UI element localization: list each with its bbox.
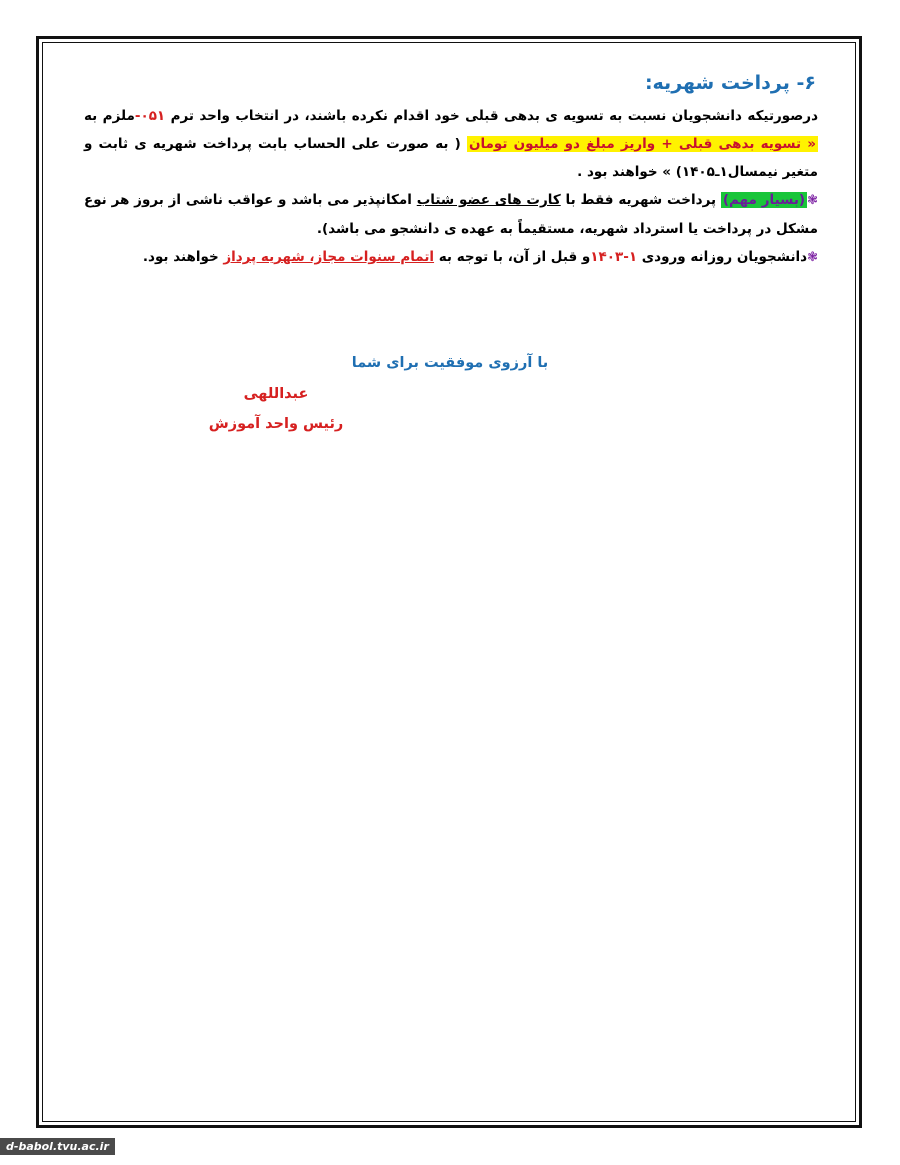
- very-important-highlight: (بسیار مهم): [722, 192, 806, 208]
- para1-text-3: ( به صورت علی الحساب بابت پرداخت شهریه ی ثابت و متغیر نیمسال۱ـ۱۴۰۵) » خواهند بود .: [84, 136, 818, 180]
- para2-text-2: امکانپذیر می باشد و عواقب ناشی از بروز هر نوع مشکل در پرداخت یا استرداد شهریه، مستقیماً به عهده ی دانشجو می باشد).: [84, 192, 818, 237]
- paragraph-tuition-settlement: [84, 102, 818, 186]
- para3-text-2: و قبل از آن، با توجه به: [434, 249, 591, 265]
- para3-text-1: دانشجویان روزانه ورودی: [637, 249, 808, 265]
- entry-year: ۱-۱۴۰۳: [590, 249, 638, 265]
- signatory-name: عبداللهی: [243, 386, 309, 402]
- signatory-title: رئیس واحد آموزش: [208, 416, 344, 432]
- allowed-years-underlined: اتمام سنوات مجاز، شهریه پرداز: [223, 249, 435, 265]
- closing-wish: با آرزوی موفقیت برای شما: [351, 355, 549, 371]
- section-title: ۶- پرداخت شهریه:: [644, 72, 816, 94]
- settlement-highlight: « تسویه بدهی قبلی + واریز مبلغ دو میلیون تومان: [468, 136, 816, 152]
- star-bullet-icon: ❃: [807, 250, 818, 265]
- paragraph-payment-card: [84, 186, 818, 243]
- paragraph-daytime-students: [84, 243, 818, 272]
- site-watermark: d-babol.tvu.ac.ir: [0, 1138, 115, 1155]
- para1-text-2: ملزم به: [84, 108, 135, 124]
- para3-text-3: خواهند بود.: [142, 249, 224, 265]
- star-bullet-icon: ❃: [807, 193, 818, 208]
- shetab-cards-underlined: کارت های عضو شتاب: [416, 192, 561, 208]
- document-body: [84, 72, 818, 272]
- para2-text-1: پرداخت شهریه فقط با: [560, 192, 721, 208]
- term-number: ۰۵۱-: [134, 108, 166, 124]
- para1-text-1: درصورتیکه دانشجویان نسبت به تسویه ی بدهی قبلی خود اقدام نکرده باشند، در انتخاب واحد ترم: [165, 108, 818, 124]
